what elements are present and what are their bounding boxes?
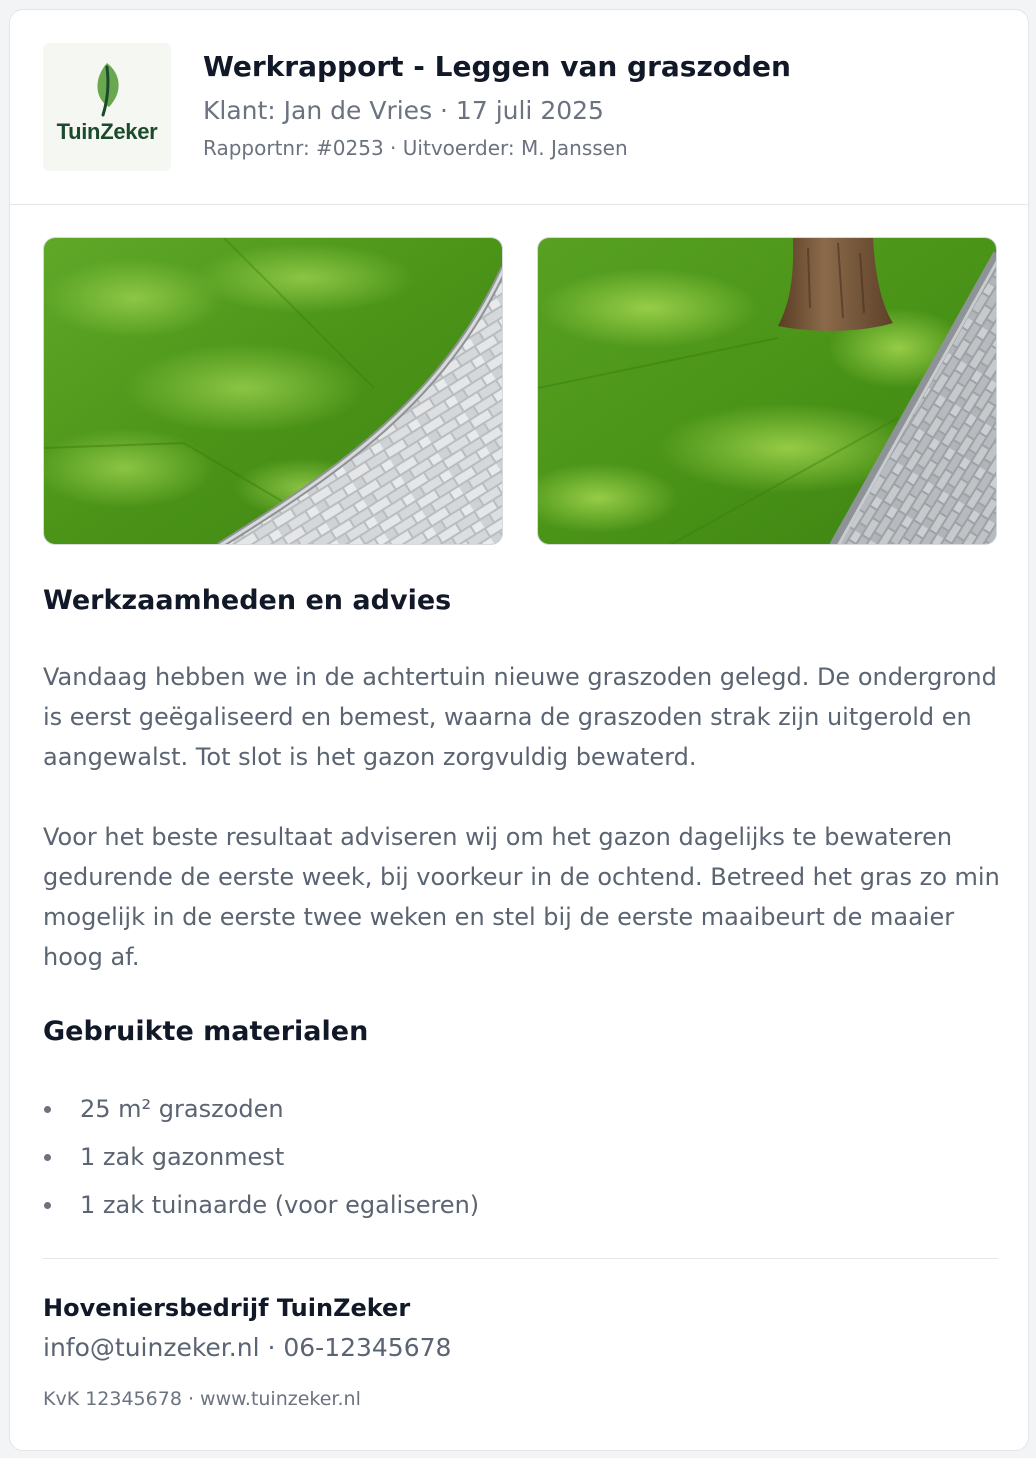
work-paragraph: Vandaag hebben we in de achtertuin nieuwe graszoden gelegd. De ondergrond is eerst geëgaliseerd en bemest, waarna de graszoden strak zijn uitgerold en aangewalst. Tot slot is het gazon zorgvuldig bewaterd.: [43, 663, 997, 771]
logo-text: TuinZeker: [56, 119, 158, 144]
list-item: 1 zak tuinaarde (voor egaliseren): [43, 1187, 479, 1235]
leaf-icon: [87, 61, 127, 117]
page-title: Werkrapport - Leggen van graszoden: [203, 50, 791, 83]
materials-list: [43, 1091, 479, 1235]
legal-info: KvK 12345678 · www.tuinzeker.nl: [43, 1388, 361, 1410]
list-item: 1 zak gazonmest: [43, 1139, 479, 1187]
advice-paragraph: Voor het beste resultaat adviseren wij om het gazon dagelijks te bewateren gedurende de eerste week, bij voorkeur in de ochtend. Betreed het gras zo min mogelijk in de eerste twee weken en stel bij de eerste maaibeurt de maaier hoog af.: [43, 823, 1000, 971]
lawn-path-photo[interactable]: [43, 237, 503, 545]
list-item: 25 m² graszoden: [43, 1091, 479, 1139]
company-name: Hoveniersbedrijf TuinZeker: [43, 1294, 411, 1322]
contact-info[interactable]: info@tuinzeker.nl · 06-12345678: [43, 1333, 452, 1362]
work-heading: Werkzaamheden en advies: [43, 585, 452, 616]
client-and-date: Klant: Jan de Vries · 17 juli 2025: [203, 96, 604, 125]
report-meta: Rapportnr: #0253 · Uitvoerder: M. Janssen: [203, 136, 628, 160]
lawn-tree-photo[interactable]: [537, 237, 997, 545]
company-logo: [43, 43, 171, 171]
report-header: [10, 10, 1028, 205]
materials-heading: Gebruikte materialen: [43, 1016, 369, 1047]
footer-divider: [43, 1258, 998, 1259]
report-card: [9, 9, 1029, 1451]
